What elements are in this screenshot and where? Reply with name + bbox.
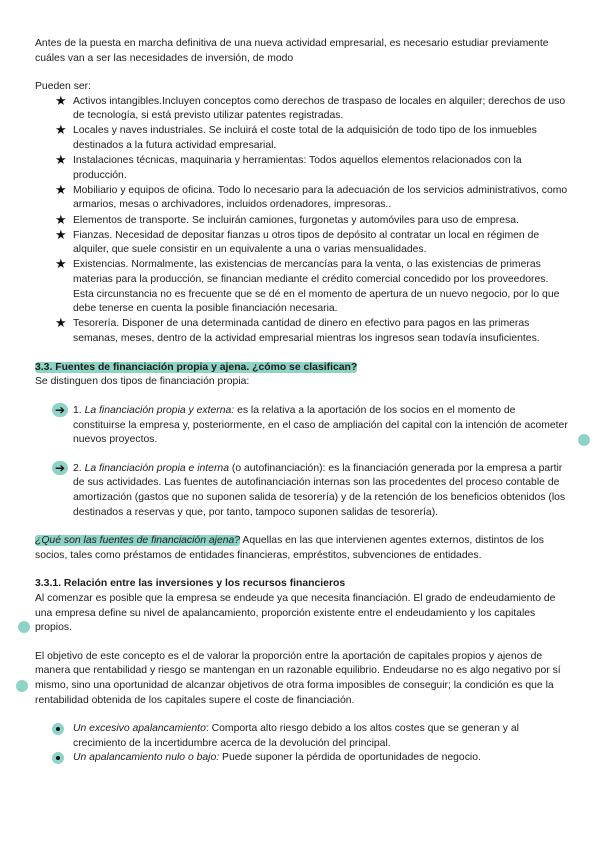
bullet-icon (52, 752, 64, 764)
arrow-right-icon: ➔ (52, 403, 68, 417)
annotation-marker-icon (16, 680, 28, 692)
arrow-right-icon: ➔ (52, 461, 68, 475)
annotation-marker-icon (578, 434, 590, 446)
list-item: ★ Locales y naves industriales. Se incluirá el coste total de la adquisición de todo tipo de los inmuebles destinados a la futura actividad empresarial. (55, 122, 537, 152)
star-icon: ★ (55, 92, 67, 108)
star-icon: ★ (55, 315, 67, 331)
star-icon: ★ (55, 211, 67, 227)
list-item: ★ Existencias. Normalmente, las existencias de mercancías para la venta, o las existencias de primeras materias para la producción, se financian mediante el crédito comercial concedido por los proveedores. Esta circunstancia no es frecuente que se dé en el momento de apertura de un nuevo negocio, por lo que debe tenerse en cuenta la posible financiación necesaria. (55, 256, 560, 315)
star-icon: ★ (55, 226, 67, 242)
section-heading-3-3: 3.3. Fuentes de financiación propia y ajena. ¿cómo se clasifican? (35, 361, 358, 373)
leverage-paragraph-1: Al comenzar es posible que la empresa se endeude ya que necesita financiación. El grado de endeudamiento de una empresa define su nivel de apalancamiento, proporción existente entre el endeudamiento y los capitales propios. (35, 593, 556, 634)
section-heading-3-3-1: 3.3.1. Relación entre las inversiones y los recursos financieros (35, 578, 346, 590)
list-item: ★ Fianzas. Necesidad de depositar fianzas u otros tipos de depósito al contratar un local en régimen de alquiler, que suele consistir en un equivalente a una o varias mensualidades. (55, 226, 540, 256)
financing-item-2: ➔ 2. La financiación propia e interna (o autofinanciación): es la financiación generada por la empresa a partir de sus actividades. Las fuentes de autofinanciación internas son las procedentes del proceso contable de amortización (gastos que no suponen salida de tesorería) y de la retención de los beneficios obtenidos (los destinados a reservas y que, por tanto, tampoco suponen salidas de tesorería). (35, 462, 570, 520)
ajena-paragraph: ¿Qué son las fuentes de financiación ajena? Aquellas en las que intervienen agentes externos, distintos de los socios, tales como préstamos de entidades financieras, empréstitos, subvenciones de entidades. (35, 535, 544, 561)
annotation-marker-icon (18, 621, 30, 633)
list-item: ★ Activos intangibles.Incluyen conceptos como derechos de traspaso de locales en alquiler; derechos de uso de tecnología, si está previsto utilizar patentes registradas. (55, 92, 566, 122)
term: La financiación propia e interna (84, 462, 229, 474)
document-page (35, 37, 570, 766)
list-item: ★ Tesorería. Disponer de una determinada cantidad de dinero en efectivo para pagos en las primeras semanas, meses, dentro de la actividad empresarial mientras los ingresos sean todavía insuficientes. (55, 315, 540, 344)
financing-item-1: ➔ 1. La financiación propia y externa: es la relativa a la aportación de los socios en el momento de constituirse la empresa y, posteriormente, en el caso de ampliación del capital con la intención de acometer nuevos proyectos. (35, 404, 570, 448)
leverage-bullet-2: Un apalancamiento nulo o bajo: Puede suponer la pérdida de oportunidades de negocio. (35, 751, 570, 766)
investment-list (35, 92, 570, 347)
bullet-icon (52, 723, 64, 735)
term: La financiación propia y externa: (84, 405, 235, 417)
intro-paragraph: Antes de la puesta en marcha definitiva de una nueva actividad empresarial, es necesario estudiar previamente cuáles van a ser las necesidades de inversión, de modo (35, 38, 549, 64)
list-item: ★ Elementos de transporte. Se incluirán camiones, furgonetas y automóviles para uso de empresa. (55, 211, 519, 227)
leverage-paragraph-2: El objetivo de este concepto es el de valorar la proporción entre la aportación de capitales propios y ajenos de manera que rentabilidad y riesgo se mantengan en un razonable equilibrio. Endeudarse no es algo negativo por sí mismo, sino una oportunidad de alcanzar objetivos de otra forma imposibles de conseguir; la condición es que la rentabilidad obtenida de los capitales supere el coste de financiación. (35, 650, 561, 706)
star-icon: ★ (55, 122, 67, 138)
list-item: ★ Mobiliario y equipos de oficina. Todo lo necesario para la adecuación de los servicios administrativos, como armarios, mesas o archivadores, incluidos ordenadores, impresoras.. (55, 181, 568, 211)
term: Un apalancamiento nulo o bajo: (73, 752, 220, 764)
section-intro: Se distinguen dos tipos de financiación propia: (35, 376, 250, 388)
leverage-bullet-1: Un excesivo apalancamiento: Comporta alto riesgo debido a los altos costes que se generan y al crecimiento de la incertidumbre acerca de la devolución del principal. (35, 722, 570, 751)
star-icon: ★ (55, 256, 67, 272)
highlighted-question: ¿Qué son las fuentes de financiación ajena? (35, 535, 241, 547)
list-item: ★ Instalaciones técnicas, maquinaria y herramientas: Todos aquellos elementos relacionados con la producción. (55, 152, 522, 181)
list-intro: Pueden ser: (35, 81, 92, 93)
star-icon: ★ (55, 181, 67, 197)
term: Un excesivo apalancamiento (73, 723, 206, 735)
star-icon: ★ (55, 152, 67, 168)
